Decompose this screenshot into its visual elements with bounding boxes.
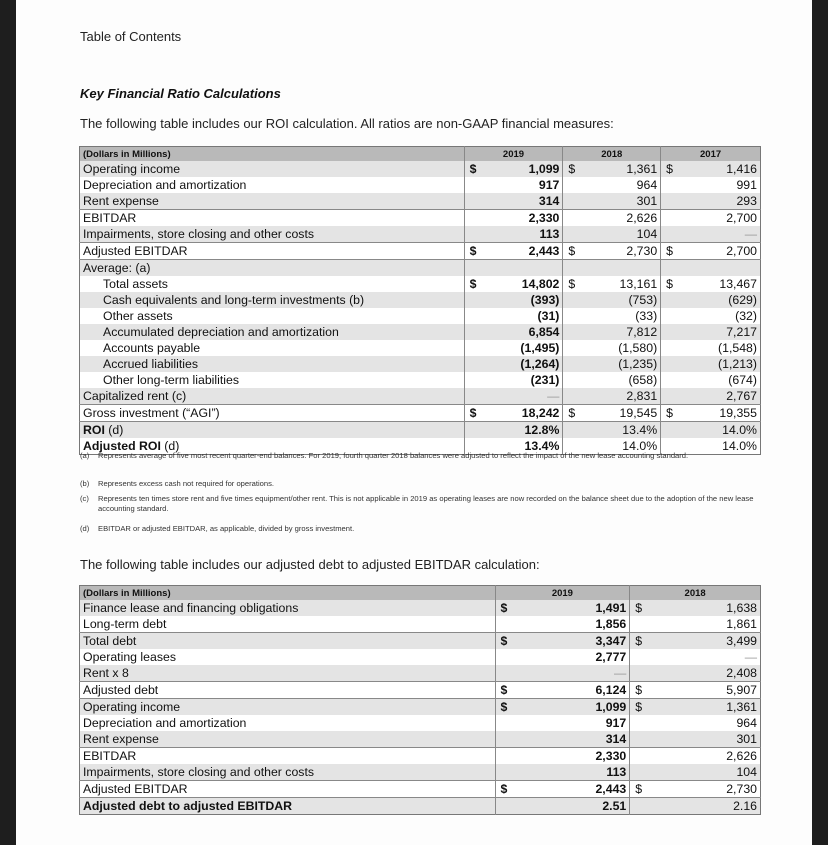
value-2018: 7,812 — [563, 324, 661, 340]
table-row — [80, 798, 761, 815]
table-row — [80, 699, 761, 716]
value-2018: (658) — [563, 372, 661, 388]
value-2018: (1,235) — [563, 356, 661, 372]
table-row — [80, 260, 761, 277]
value-2017 — [661, 260, 761, 277]
value-2019: (31) — [464, 308, 563, 324]
value-2017: (32) — [661, 308, 761, 324]
value-2019: 113 — [464, 226, 563, 243]
value-2019: $ 6,124 — [495, 682, 630, 699]
table-row — [80, 715, 761, 731]
value-2018: 964 — [563, 177, 661, 193]
value-2018: $ 1,361 — [563, 161, 661, 177]
row-label: EBITDAR — [80, 748, 496, 765]
value-2017: 991 — [661, 177, 761, 193]
table-row — [80, 748, 761, 765]
row-label: Accrued liabilities — [80, 356, 465, 372]
table-row — [80, 324, 761, 340]
value-2018: $ 1,638 — [630, 600, 761, 616]
table-row — [80, 616, 761, 633]
table-row — [80, 600, 761, 616]
value-2018: 104 — [630, 764, 761, 781]
value-2018: 2,626 — [563, 210, 661, 227]
roi-intro-text: The following table includes our ROI calculation. All ratios are non-GAAP financial measures: — [80, 116, 614, 131]
table-row — [80, 356, 761, 372]
value-2017: (629) — [661, 292, 761, 308]
value-2019: 2,777 — [495, 649, 630, 665]
table-of-contents-link[interactable]: Table of Contents — [80, 29, 182, 44]
table-row — [80, 422, 761, 439]
row-label: Cash equivalents and long-term investments (b) — [80, 292, 465, 308]
value-2018: $ 2,730 — [630, 781, 761, 798]
value-2019: 2,330 — [464, 210, 563, 227]
table-row — [80, 226, 761, 243]
value-2018: — — [630, 649, 761, 665]
row-label: Gross investment (“AGI”) — [80, 405, 465, 422]
row-label: EBITDAR — [80, 210, 465, 227]
value-2018 — [563, 260, 661, 277]
row-label: Rent expense — [80, 731, 496, 748]
value-2017: (1,548) — [661, 340, 761, 356]
document-page — [16, 0, 812, 845]
value-2017: $ 1,416 — [661, 161, 761, 177]
value-2019: 113 — [495, 764, 630, 781]
row-label: Other long-term liabilities — [80, 372, 465, 388]
table-row — [80, 308, 761, 324]
table-row — [80, 665, 761, 682]
table-row — [80, 161, 761, 177]
value-2018: 2,408 — [630, 665, 761, 682]
value-2018: 301 — [563, 193, 661, 210]
table-row — [80, 731, 761, 748]
row-label: Rent expense — [80, 193, 465, 210]
value-2019: (1,264) — [464, 356, 563, 372]
value-2019: $ 3,347 — [495, 633, 630, 650]
table-row — [80, 340, 761, 356]
row-label: Impairments, store closing and other costs — [80, 226, 465, 243]
value-2019: 314 — [464, 193, 563, 210]
row-label: Capitalized rent (c) — [80, 388, 465, 405]
footnote-b: (b) Represents excess cash not required for operations. — [80, 479, 275, 488]
year-header: 2019 — [464, 147, 563, 162]
value-2019: 917 — [495, 715, 630, 731]
value-2017: (1,213) — [661, 356, 761, 372]
value-2017: — — [661, 226, 761, 243]
value-2019 — [464, 260, 563, 277]
adjusted-debt-table — [79, 585, 761, 815]
row-label: Operating income — [80, 161, 465, 177]
value-2019: 6,854 — [464, 324, 563, 340]
footnote-c: (c) Represents ten times store rent and five times equipment/other rent. This is not applicable in 2019 as operating leases are now recorded on the balance sheet due to the adoption of the new lease accounting standard. — [80, 494, 754, 513]
row-label: Rent x 8 — [80, 665, 496, 682]
row-label: Long-term debt — [80, 616, 496, 633]
row-label: Average: (a) — [80, 260, 465, 277]
value-2019: (1,495) — [464, 340, 563, 356]
value-2018: $ 3,499 — [630, 633, 761, 650]
value-2019: 917 — [464, 177, 563, 193]
value-2017: (674) — [661, 372, 761, 388]
table-row — [80, 177, 761, 193]
table-row — [80, 633, 761, 650]
table-header-row — [80, 586, 761, 601]
footnote-a: (a) Represents average of five most recent quarter-end balances. For 2019, fourth quarter 2018 balances were adjusted to reflect the impact of the new lease accounting standard. — [80, 451, 689, 460]
value-2018: 104 — [563, 226, 661, 243]
row-label: Depreciation and amortization — [80, 177, 465, 193]
value-2018: (1,580) — [563, 340, 661, 356]
table-row — [80, 210, 761, 227]
value-2019: $ 1,099 — [495, 699, 630, 716]
value-2019: $ 2,443 — [464, 243, 563, 260]
value-2019: (231) — [464, 372, 563, 388]
value-2018: $ 13,161 — [563, 276, 661, 292]
row-label: Adjusted ROI (d) — [80, 438, 465, 455]
row-label: Accumulated depreciation and amortization — [80, 324, 465, 340]
value-2017: 7,217 — [661, 324, 761, 340]
row-label: Other assets — [80, 308, 465, 324]
row-label: Total assets — [80, 276, 465, 292]
value-2018: 1,861 — [630, 616, 761, 633]
value-2018: 964 — [630, 715, 761, 731]
value-2018: 2,831 — [563, 388, 661, 405]
value-2018: $ 2,730 — [563, 243, 661, 260]
value-2017: $ 2,700 — [661, 243, 761, 260]
row-label: Operating income — [80, 699, 496, 716]
value-2019: (393) — [464, 292, 563, 308]
value-2019: $ 1,491 — [495, 600, 630, 616]
value-2019: — — [464, 388, 563, 405]
value-2019: 2.51 — [495, 798, 630, 815]
value-2018: $ 19,545 — [563, 405, 661, 422]
year-header: 2017 — [661, 147, 761, 162]
table-row — [80, 764, 761, 781]
value-2018: 301 — [630, 731, 761, 748]
row-label: Adjusted EBITDAR — [80, 781, 496, 798]
value-2019: 12.8% — [464, 422, 563, 439]
table-header-row — [80, 147, 761, 162]
value-2019: 2,330 — [495, 748, 630, 765]
table-row — [80, 388, 761, 405]
roi-table — [79, 146, 761, 455]
year-header: 2019 — [495, 586, 630, 601]
value-2017: 14.0% — [661, 438, 761, 455]
value-2017: 14.0% — [661, 422, 761, 439]
table-row — [80, 682, 761, 699]
value-2019: — — [495, 665, 630, 682]
table-row — [80, 276, 761, 292]
row-label: Total debt — [80, 633, 496, 650]
value-2019: $ 2,443 — [495, 781, 630, 798]
year-header: 2018 — [563, 147, 661, 162]
value-2019: 13.4% — [464, 438, 563, 455]
units-label: (Dollars in Millions) — [80, 586, 496, 601]
row-label: Adjusted debt to adjusted EBITDAR — [80, 798, 496, 815]
row-label: Adjusted EBITDAR — [80, 243, 465, 260]
value-2019: 1,856 — [495, 616, 630, 633]
table-row — [80, 372, 761, 388]
table-row — [80, 649, 761, 665]
table-row — [80, 781, 761, 798]
value-2019: $ 1,099 — [464, 161, 563, 177]
section-title: Key Financial Ratio Calculations — [80, 86, 281, 101]
table-row — [80, 405, 761, 422]
value-2018: (33) — [563, 308, 661, 324]
value-2017: $ 13,467 — [661, 276, 761, 292]
value-2017: 293 — [661, 193, 761, 210]
year-header: 2018 — [630, 586, 761, 601]
value-2018: 2,626 — [630, 748, 761, 765]
value-2017: 2,700 — [661, 210, 761, 227]
value-2019: $ 14,802 — [464, 276, 563, 292]
value-2018: 2.16 — [630, 798, 761, 815]
table-row — [80, 243, 761, 260]
row-label: Depreciation and amortization — [80, 715, 496, 731]
value-2018: 13.4% — [563, 422, 661, 439]
table-row — [80, 193, 761, 210]
debt-intro-text: The following table includes our adjusted debt to adjusted EBITDAR calculation: — [80, 557, 540, 572]
value-2019: $ 18,242 — [464, 405, 563, 422]
row-label: Adjusted debt — [80, 682, 496, 699]
value-2018: $ 1,361 — [630, 699, 761, 716]
row-label: Impairments, store closing and other costs — [80, 764, 496, 781]
value-2018: $ 5,907 — [630, 682, 761, 699]
value-2017: 2,767 — [661, 388, 761, 405]
row-label: Finance lease and financing obligations — [80, 600, 496, 616]
value-2018: (753) — [563, 292, 661, 308]
value-2017: $ 19,355 — [661, 405, 761, 422]
value-2018: 14.0% — [563, 438, 661, 455]
row-label: Operating leases — [80, 649, 496, 665]
value-2019: 314 — [495, 731, 630, 748]
footnote-d: (d) EBITDAR or adjusted EBITDAR, as applicable, divided by gross investment. — [80, 524, 355, 533]
units-label: (Dollars in Millions) — [80, 147, 465, 162]
row-label: ROI (d) — [80, 422, 465, 439]
row-label: Accounts payable — [80, 340, 465, 356]
table-row — [80, 292, 761, 308]
